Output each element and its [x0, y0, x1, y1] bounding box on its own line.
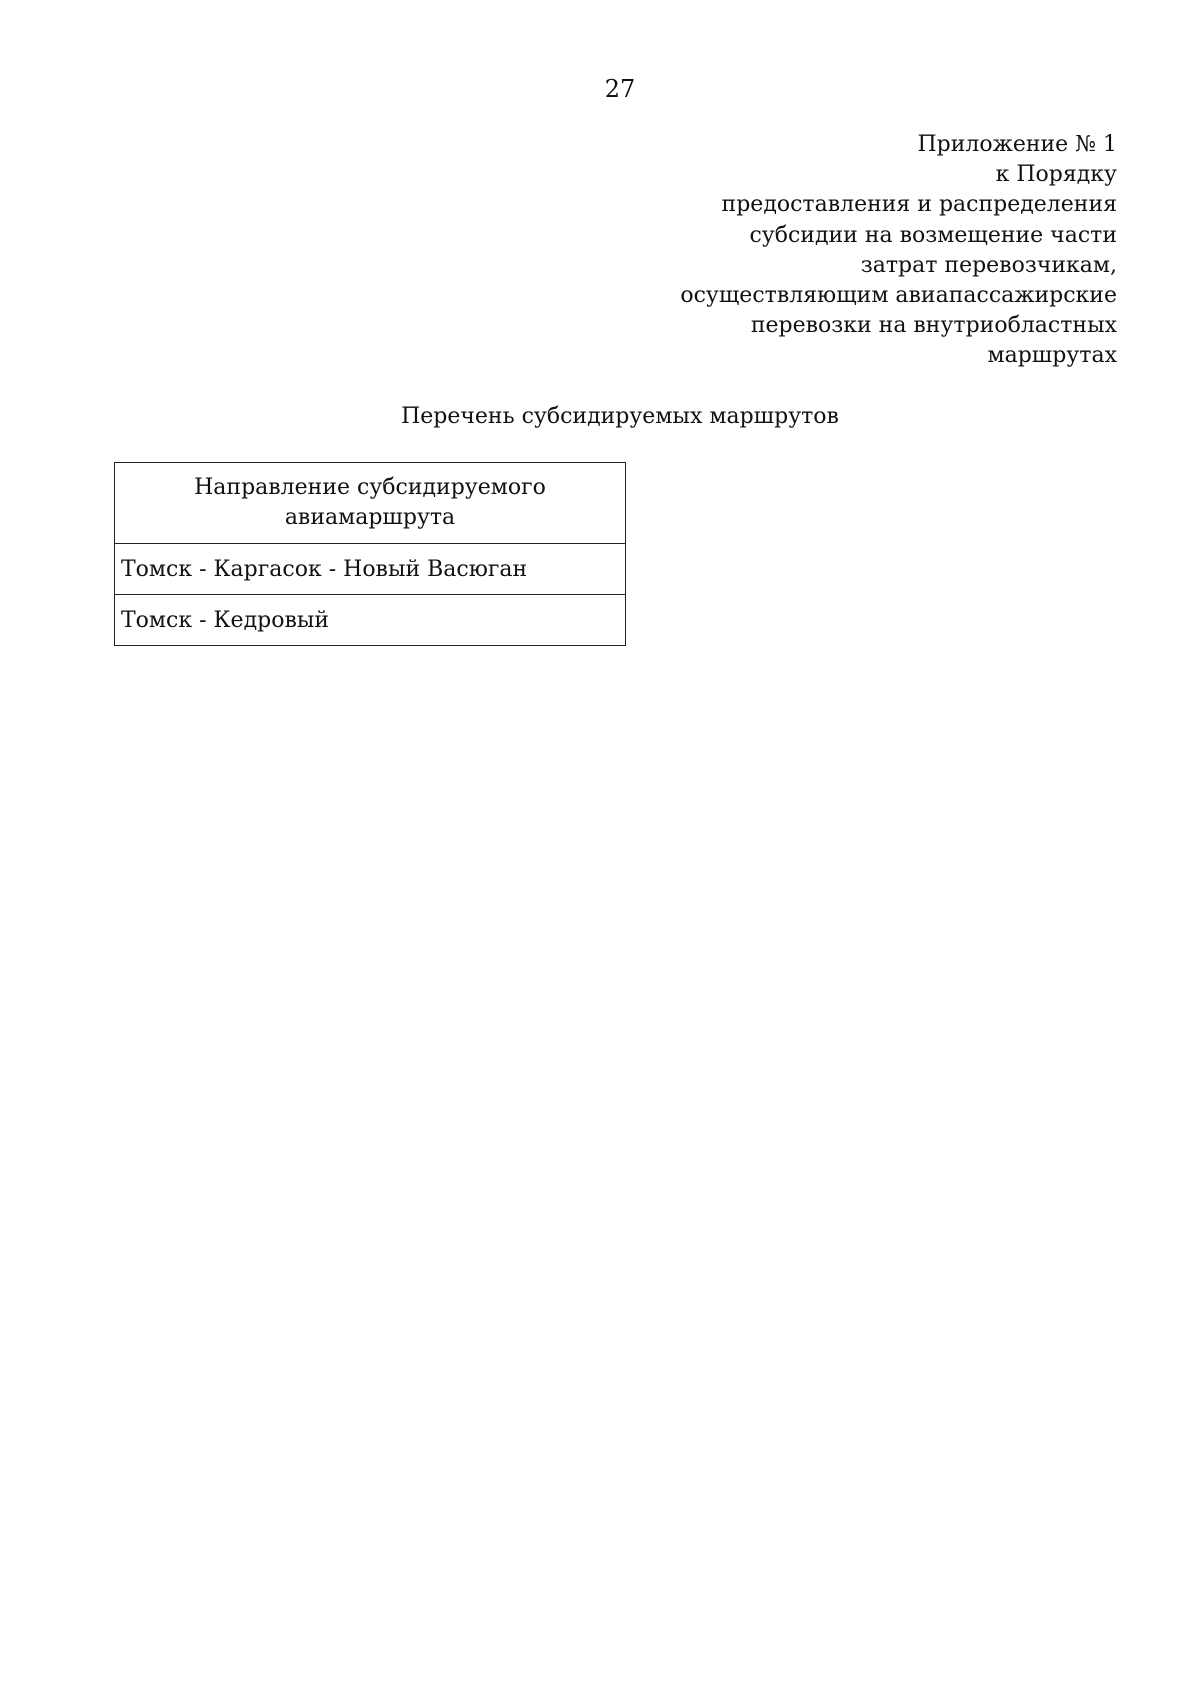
appendix-line: предоставления и распределения: [721, 192, 1117, 218]
page-number: 27: [604, 75, 636, 103]
appendix-line: перевозки на внутриобластных: [750, 313, 1117, 339]
appendix-reference: [557, 130, 1117, 372]
appendix-line: затрат перевозчикам,: [860, 252, 1117, 278]
column-header-line: авиамаршрута: [284, 505, 456, 530]
column-header-line: Направление субсидируемого: [194, 475, 546, 500]
table-row: [115, 544, 626, 595]
appendix-line: к Порядку: [995, 162, 1117, 188]
appendix-line: Приложение № 1: [917, 132, 1117, 157]
appendix-line: осуществляющим авиапассажирские: [680, 283, 1117, 309]
table-header-row: [115, 463, 626, 544]
routes-table: [114, 462, 626, 646]
route-cell: Томск - Каргасок - Новый Васюган: [115, 544, 626, 595]
table-row: [115, 595, 626, 646]
appendix-line: маршрутах: [987, 343, 1117, 369]
column-header-route-direction: [115, 463, 626, 544]
appendix-line: субсидии на возмещение части: [749, 222, 1117, 248]
route-cell: Томск - Кедровый: [115, 595, 626, 646]
document-title: Перечень субсидируемых маршрутов: [401, 404, 839, 429]
